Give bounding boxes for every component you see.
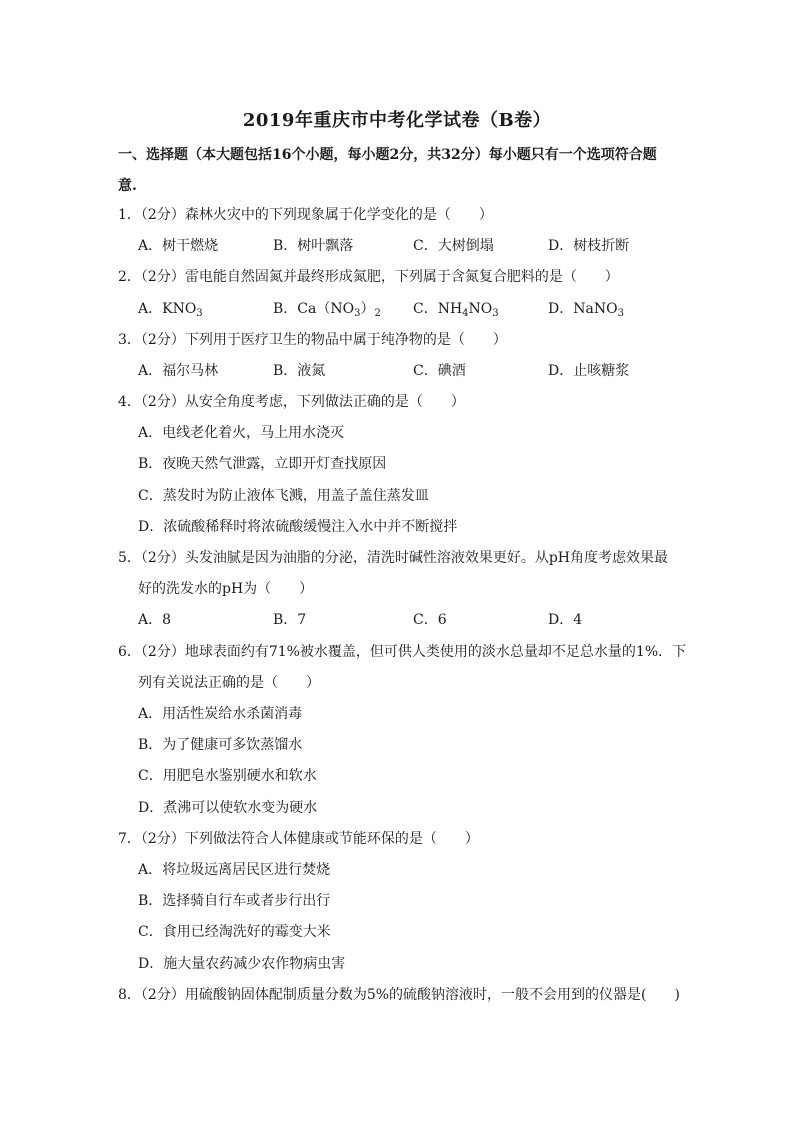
option-a: A．用活性炭给水杀菌消毒 (138, 706, 303, 722)
page-title: 2019年重庆市中考化学试卷（B卷） (242, 110, 552, 131)
section-header-line2: 意. (118, 178, 137, 194)
question-6-stem-line1: 6．（2分）地球表面约有71%被水覆盖，但可供人类使用的淡水总量却不足总水量的1%．下 (118, 644, 687, 660)
question-8-stem: 8．（2分）用硫酸钠固体配制质量分数为5%的硫酸钠溶液时，一般不会用到的仪器是( ) (118, 987, 680, 1003)
section-header-line1: 一、选择题（本大题包括16个小题，每小题2分，共32分）每小题只有一个选项符合题 (118, 147, 657, 163)
option-c: C．食用已经淘洗好的霉变大米 (138, 924, 331, 940)
option-c: C．用肥皂水鉴别硬水和软水 (138, 768, 317, 784)
option-c: C．$NH_4NO_3$ (413, 301, 499, 319)
option-b: B．$Ca(NO_3)_2$ (273, 301, 381, 319)
option-a: A．树干燃烧 (138, 238, 219, 254)
option-c: C．碘酒 (413, 363, 466, 379)
question-3-stem: 3．（2分）下列用于医疗卫生的物品中属于纯净物的是（ ） (118, 332, 507, 348)
question-7-stem: 7．（2分）下列做法符合人体健康或节能环保的是（ ） (118, 831, 479, 847)
option-b: B．7 (273, 612, 307, 628)
question-2-options (138, 294, 658, 325)
question-4-stem: 4．（2分）从安全角度考虑，下列做法正确的是（ ） (118, 394, 465, 410)
question-2-stem: 2．（2分）雷电能自然固氮并最终形成氮肥，下列属于含氮复合肥料的是（ ） (118, 269, 619, 285)
question-3-options (138, 356, 658, 387)
option-d: D．4 (548, 612, 583, 628)
option-d: D．浓硫酸稀释时将浓硫酸缓慢注入水中并不断搅拌 (138, 519, 458, 535)
option-a: A．福尔马林 (138, 363, 219, 379)
option-b: B．夜晚天然气泄露，立即开灯查找原因 (138, 456, 387, 472)
option-b: B．选择骑自行车或者步行出行 (138, 893, 331, 909)
option-a: A．$KNO_3$ (138, 301, 203, 319)
option-a: A．将垃圾远离居民区进行焚烧 (138, 862, 331, 878)
option-c: C．6 (413, 612, 447, 628)
option-a: A．电线老化着火，马上用水浇灭 (138, 425, 345, 441)
option-d: D．NaNO$_3$ (548, 301, 624, 319)
question-5-stem-line1: 5．（2分）头发油腻是因为油脂的分泌，清洗时碱性溶液效果更好。从pH角度考虑效果最 (118, 550, 668, 566)
option-c: C．蒸发时为防止液体飞溅，用盖子盖住蒸发皿 (138, 488, 429, 504)
option-a: A．8 (138, 612, 172, 628)
option-c: C．大树倒塌 (413, 238, 494, 254)
option-b: B．为了健康可多饮蒸馏水 (138, 737, 303, 753)
question-1-stem: 1．（2分）森林火灾中的下列现象属于化学变化的是（ ） (118, 207, 493, 223)
option-d: D．止咳糖浆 (548, 363, 630, 379)
section-header (118, 140, 688, 202)
option-b: B．树叶飘落 (273, 238, 354, 254)
question-5-options (138, 605, 658, 636)
question-1-options (138, 231, 658, 262)
option-b: B．液氮 (273, 363, 326, 379)
option-d: D．煮沸可以使软水变为硬水 (138, 800, 318, 816)
option-d: D．树枝折断 (548, 238, 630, 254)
question-6-stem-line2: 列有关说法正确的是（ ） (138, 675, 320, 691)
option-d: D．施大量农药减少农作物病虫害 (138, 956, 346, 972)
question-5-stem-line2: 好的洗发水的pH为（ ） (138, 581, 314, 597)
